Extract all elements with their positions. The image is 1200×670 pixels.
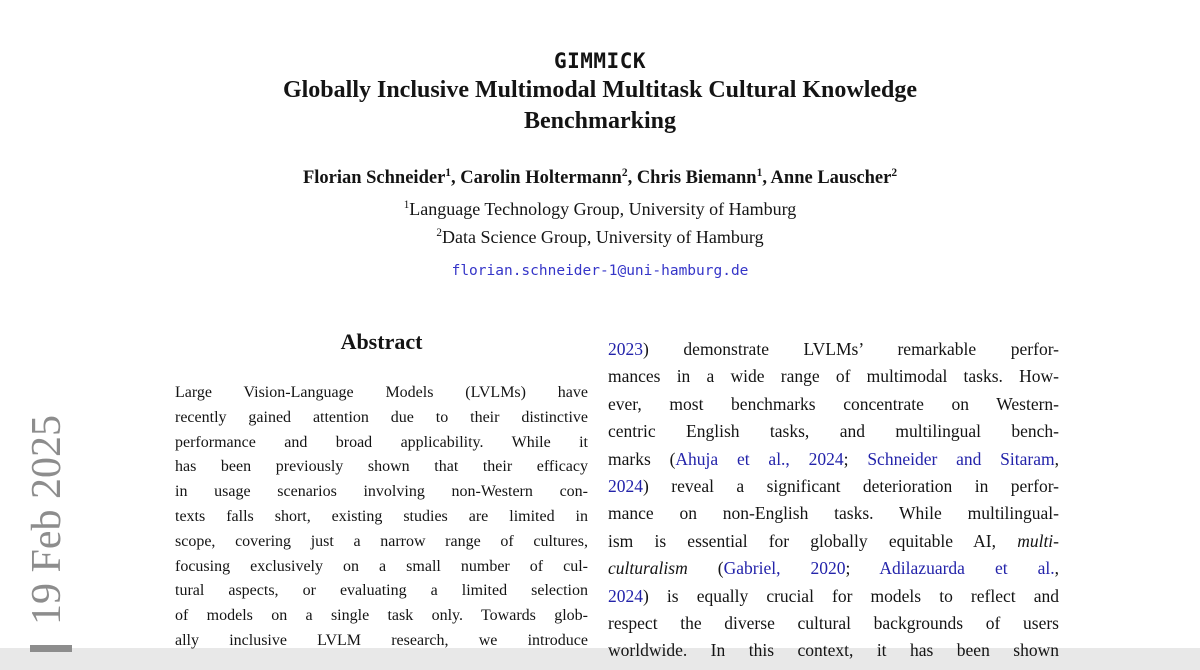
text-line <box>608 528 1059 555</box>
citation-link[interactable]: 2024 <box>608 585 643 606</box>
text-line <box>608 363 1059 390</box>
text-segment: ) is equally crucial for models to reflect and <box>643 585 1059 606</box>
text-segment: 2 <box>891 166 898 179</box>
text-line <box>608 583 1059 610</box>
abstract-column <box>175 381 588 654</box>
citation-link[interactable]: Gabriel, 2020 <box>723 558 846 579</box>
citation-link[interactable]: Schneider and Sitaram <box>867 448 1055 469</box>
intro-column <box>608 336 1059 665</box>
abstract-line: texts falls short, existing studies are limited in <box>175 507 588 525</box>
text-line <box>608 610 1059 637</box>
arxiv-date-watermark: 19 Feb 2025 <box>24 415 70 625</box>
text-line <box>608 391 1059 418</box>
text-segment: 2 <box>436 227 442 239</box>
email-link[interactable]: florian.schneider-1@uni-hamburg.de <box>451 263 749 279</box>
text-segment: mance on non-English tasks. While multilingual- <box>608 503 1059 524</box>
abstract-line: has been previously shown that their efficacy <box>175 458 588 476</box>
text-segment: , Chris Biemann <box>627 168 757 188</box>
abstract-line: ally inclusive LVLM research, we introduce <box>175 631 588 649</box>
paper-title-line-2: Benchmarking <box>523 108 676 134</box>
text-line <box>608 555 1059 582</box>
text-segment: 1 <box>756 166 763 179</box>
affiliation-2 <box>0 227 1200 248</box>
text-segment: centric English tasks, and multilingual bench- <box>608 421 1059 442</box>
abstract-heading: Abstract <box>340 329 423 354</box>
text-segment: ) demonstrate LVLMs’ remarkable perfor- <box>643 339 1059 359</box>
text-segment: ; <box>843 448 868 469</box>
text-line <box>608 418 1059 445</box>
text-segment: , <box>1054 558 1059 579</box>
text-segment: , Carolin Holtermann <box>451 168 622 188</box>
text-segment: , Anne Lauscher <box>762 168 892 188</box>
abstract-line: of models on a single task only. Towards glob- <box>175 607 588 625</box>
abstract-line: in usage scenarios involving non-Western con- <box>175 483 588 501</box>
affiliation-1 <box>0 199 1200 220</box>
text-segment: marks ( <box>608 448 676 469</box>
paper-title-line-1: Globally Inclusive Multimodal Multitask Cultural Knowledge <box>282 77 918 103</box>
text-line <box>608 336 1059 363</box>
text-segment: mances in a wide range of multimodal tasks. How- <box>608 366 1059 387</box>
text-segment: multi- <box>1017 530 1059 551</box>
text-segment: ) reveal a significant deterioration in perfor- <box>643 475 1059 496</box>
arxiv-watermark-clipped-text <box>30 645 72 652</box>
email-row <box>0 262 1200 280</box>
text-segment: culturalism <box>608 558 688 579</box>
text-segment: worldwide. In this context, it has been shown <box>608 640 1059 661</box>
citation-link[interactable]: Ahuja et al., 2024 <box>675 448 844 469</box>
text-segment: 2 <box>621 166 628 179</box>
abstract-line: Large Vision-Language Models (LVLMs) have <box>175 384 588 401</box>
text-segment: 1 <box>445 166 452 179</box>
paper-kicker: GIMMICK <box>553 49 646 73</box>
text-segment: 1 <box>403 199 410 211</box>
abstract-line: focusing exclusively on a small number of cul- <box>175 557 588 575</box>
citation-link[interactable]: 2024 <box>608 475 643 496</box>
text-line <box>608 473 1059 500</box>
text-segment: ism is essential for globally equitable AI, <box>608 530 1018 551</box>
text-segment: ever, most benchmarks concentrate on Western- <box>608 393 1059 414</box>
text-line <box>608 500 1059 527</box>
text-segment: Data Science Group, University of Hamburg <box>441 227 764 247</box>
authors-line <box>0 168 1200 189</box>
text-segment: , <box>1054 448 1059 469</box>
citation-link[interactable]: Adilazuarda et al. <box>879 558 1055 579</box>
text-segment: Florian Schneider <box>302 168 446 188</box>
abstract-line: scope, covering just a narrow range of cultures, <box>175 532 588 550</box>
abstract-line: recently gained attention due to their distinctive <box>175 408 588 426</box>
text-segment: respect the diverse cultural backgrounds of users <box>608 612 1059 633</box>
citation-link[interactable]: 2023 <box>608 339 643 359</box>
text-line <box>608 446 1059 473</box>
text-segment: ( <box>687 558 724 579</box>
abstract-line: tural aspects, or evaluating a limited selection <box>175 582 588 600</box>
text-line-clipped <box>608 637 1059 664</box>
text-segment: ; <box>845 558 880 579</box>
text-segment: Language Technology Group, University of Hamburg <box>409 199 797 219</box>
abstract-line: performance and broad applicability. While it <box>175 433 588 451</box>
